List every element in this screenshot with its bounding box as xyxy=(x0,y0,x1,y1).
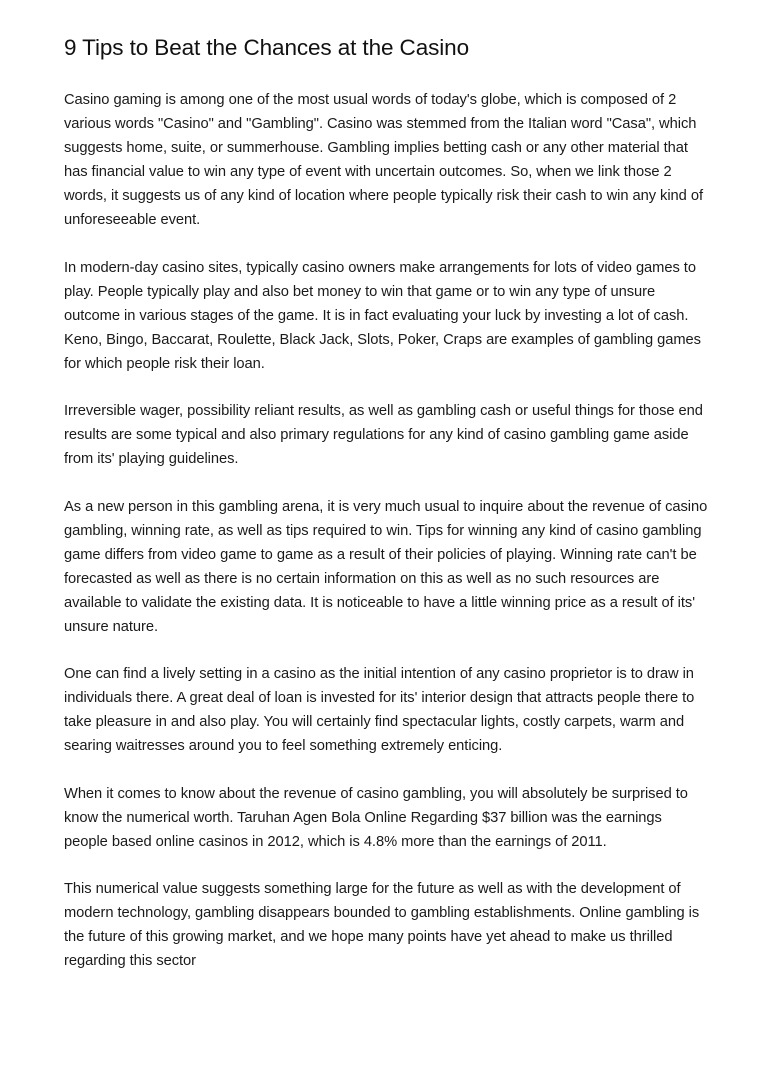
paragraph-4: As a new person in this gambling arena, it is very much usual to inquire about the revenue of casino gambling, winning rate, as well as tips required to win. Tips for winning any kind of casino gambling game differs from video game to game as a result of their policies of playing. Winning rate can't be forecasted as well as there is no certain information on this as well as no such resources are available to validate the existing data. It is noticeable to have a little winning price as a result of its' unsure nature. xyxy=(64,498,708,635)
paragraph-6: When it comes to know about the revenue of casino gambling, you will absolutely be surprised to know the numerical worth. Taruhan Agen Bola Online Regarding $37 billion was the earnings people based online casinos in 2012, which is 4.8% more than the earnings of 2011. xyxy=(64,785,688,850)
paragraph-7: This numerical value suggests something large for the future as well as with the development of modern technology, gambling disappears bounded to gambling establishments. Online gambling is the future of this growing market, and we hope many points have yet ahead to make us thrilled regarding this sector xyxy=(64,881,700,969)
document-body xyxy=(64,88,708,973)
paragraph-1: Casino gaming is among one of the most usual words of today's globe, which is composed of 2 various words "Casino" and "Gambling". Casino was stemmed from the Italian word "Casa", which suggests home, suite, or summerhouse. Gambling implies betting cash or any other material that has financial value to win any type of event with uncertain outcomes. So, when we link those 2 words, it suggests us of any kind of location where people typically risk their cash to win any kind of unforeseeable event. xyxy=(64,92,703,228)
paragraph-2: In modern-day casino sites, typically casino owners make arrangements for lots of video games to play. People typically play and also bet money to win that game or to win any type of unsure outcome in various stages of the game. It is in fact evaluating your luck by investing a lot of cash. Keno, Bingo, Baccarat, Roulette, Black Jack, Slots, Poker, Craps are examples of gambling games for which people risk their loan. xyxy=(64,259,701,372)
document-title: 9 Tips to Beat the Chances at the Casino xyxy=(64,35,469,60)
paragraph-3: Irreversible wager, possibility reliant results, as well as gambling cash or useful things for those end results are some typical and also primary regulations for any kind of casino gambling game aside from its' playing guidelines. xyxy=(64,403,703,467)
paragraph-5: One can find a lively setting in a casino as the initial intention of any casino proprietor is to draw in individuals there. A great deal of loan is invested for its' interior design that attracts people there to take pleasure in and also play. You will certainly find spectacular lights, costly carpets, warm and searing waitresses around you to feel something extremely enticing. xyxy=(64,666,695,754)
